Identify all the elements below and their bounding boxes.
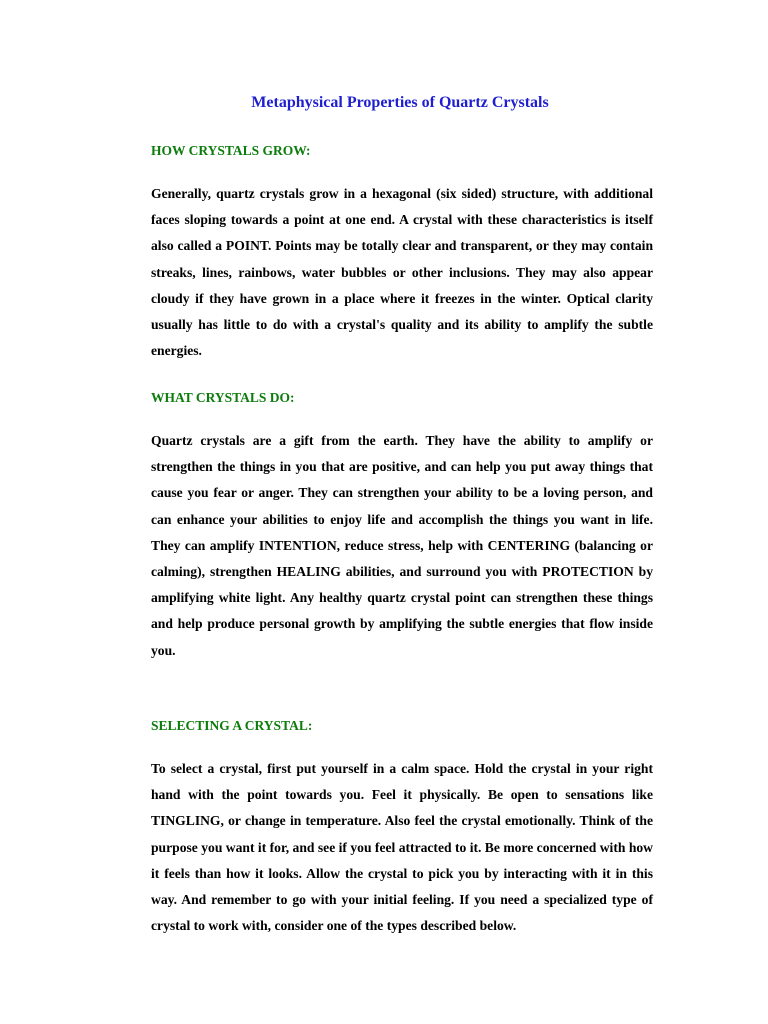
section-text-what-crystals-do: Quartz crystals are a gift from the earth. They have the ability to amplify or strengthen the things in you that are positive, and can help you put away things that cause you fear or anger. They can strengthen your ability to be a loving person, and can enhance your abilities to enjoy life and accomplish the things you want in life. They can amplify INTENTION, reduce stress, help with CENTERING (balancing or calming), strengthen HEALING abilities, and surround you with PROTECTION by amplifying white light. Any healthy quartz crystal point can strengthen these things and help produce personal growth by amplifying the subtle energies that flow inside you. [151, 433, 653, 658]
section-text-how-crystals-grow: Generally, quartz crystals grow in a hexagonal (six sided) structure, with additional faces sloping towards a point at one end. A crystal with these characteristics is itself also called a POINT. Points may be totally clear and transparent, or they may contain streaks, lines, rainbows, water bubbles or other inclusions. They may also appear cloudy if they have grown in a place where it freezes in the winter. Optical clarity usually has little to do with a crystal's quality and its ability to amplify the subtle energies. [151, 186, 653, 359]
section-heading-what-crystals-do: WHAT CRYSTALS DO: [151, 390, 295, 405]
section-text-selecting-a-crystal: To select a crystal, first put yourself in a calm space. Hold the crystal in your right hand with the point towards you. Feel it physically. Be open to sensations like TINGLING, or change in temperature. Also feel the crystal emotionally. Think of the purpose you want it for, and see if you feel attracted to it. Be more concerned with how it feels than how it looks. Allow the crystal to pick you by interacting with it in this way. And remember to go with your initial feeling. If you need a specialized type of crystal to work with, consider one of the types described below. [151, 761, 653, 934]
section-heading-selecting-a-crystal: SELECTING A CRYSTAL: [151, 718, 313, 733]
document-title: Metaphysical Properties of Quartz Crystals [251, 94, 549, 111]
section-heading-how-crystals-grow: HOW CRYSTALS GROW: [151, 143, 311, 158]
